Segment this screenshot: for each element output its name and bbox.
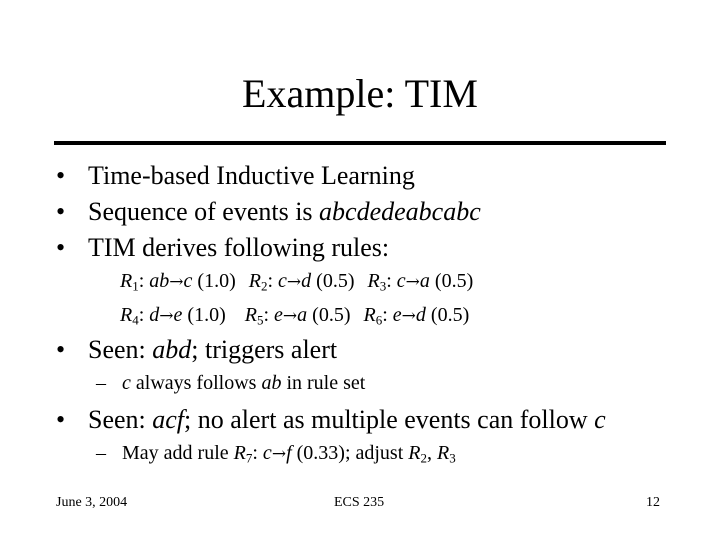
rules-row-2: [120, 302, 469, 329]
footer-date: June 3, 2004: [56, 495, 128, 510]
bullet-glyph: •: [56, 197, 66, 226]
arrow-icon: →: [286, 272, 302, 292]
arrow-icon: →: [405, 272, 420, 292]
rule-r6: $R_6$: e→d (0.5): [363, 304, 470, 328]
rule-r2: $R_2$: c→d (0.5): [248, 270, 355, 294]
observed-events: acf: [152, 405, 185, 434]
bullet-glyph: •: [56, 161, 66, 190]
arrow-icon: →: [401, 306, 416, 326]
observed-events: abd: [152, 335, 192, 364]
footer-course: ECS 235: [334, 495, 385, 510]
arrow-icon: →: [271, 444, 287, 464]
rules-row-1: [120, 268, 473, 295]
title-divider: [54, 141, 666, 145]
bullet-text-prefix: Sequence of events is: [88, 197, 320, 226]
bullet-text: TIM derives following rules:: [88, 233, 390, 262]
arrow-icon: →: [159, 306, 174, 326]
arrow-icon: →: [282, 306, 298, 326]
rule-r4: $R_4$: d→e (1.0): [120, 304, 226, 328]
sub-bullet-text: May add rule $R_7$: c→f (0.33); adjust $R_2$, $R_3$: [122, 442, 456, 466]
event-sequence: abcdedeabcabc: [319, 197, 481, 226]
bullet-text: Seen: abd; triggers alert: [88, 335, 338, 364]
rule-r3: $R_3$: c→a (0.5): [367, 270, 474, 294]
dash-glyph: –: [96, 372, 106, 394]
bullet-text: Time-based Inductive Learning: [88, 161, 415, 190]
arrow-icon: →: [169, 272, 184, 292]
footer-page-number: 12: [646, 495, 660, 510]
sub-bullet-text: c always follows ab in rule set: [122, 372, 366, 394]
bullet-text: Seen: acf; no alert as multiple events can follow c: [88, 405, 606, 434]
bullet-glyph: •: [56, 335, 66, 364]
rule-r1: $R_1$: ab→c (1.0): [120, 270, 236, 294]
bullet-glyph: •: [56, 233, 66, 262]
bullet-text: [88, 196, 481, 228]
slide-title: Example: TIM: [242, 71, 478, 116]
dash-glyph: –: [96, 442, 106, 464]
rule-r5: $R_5$: e→a (0.5): [244, 304, 351, 328]
bullet-glyph: •: [56, 405, 66, 434]
